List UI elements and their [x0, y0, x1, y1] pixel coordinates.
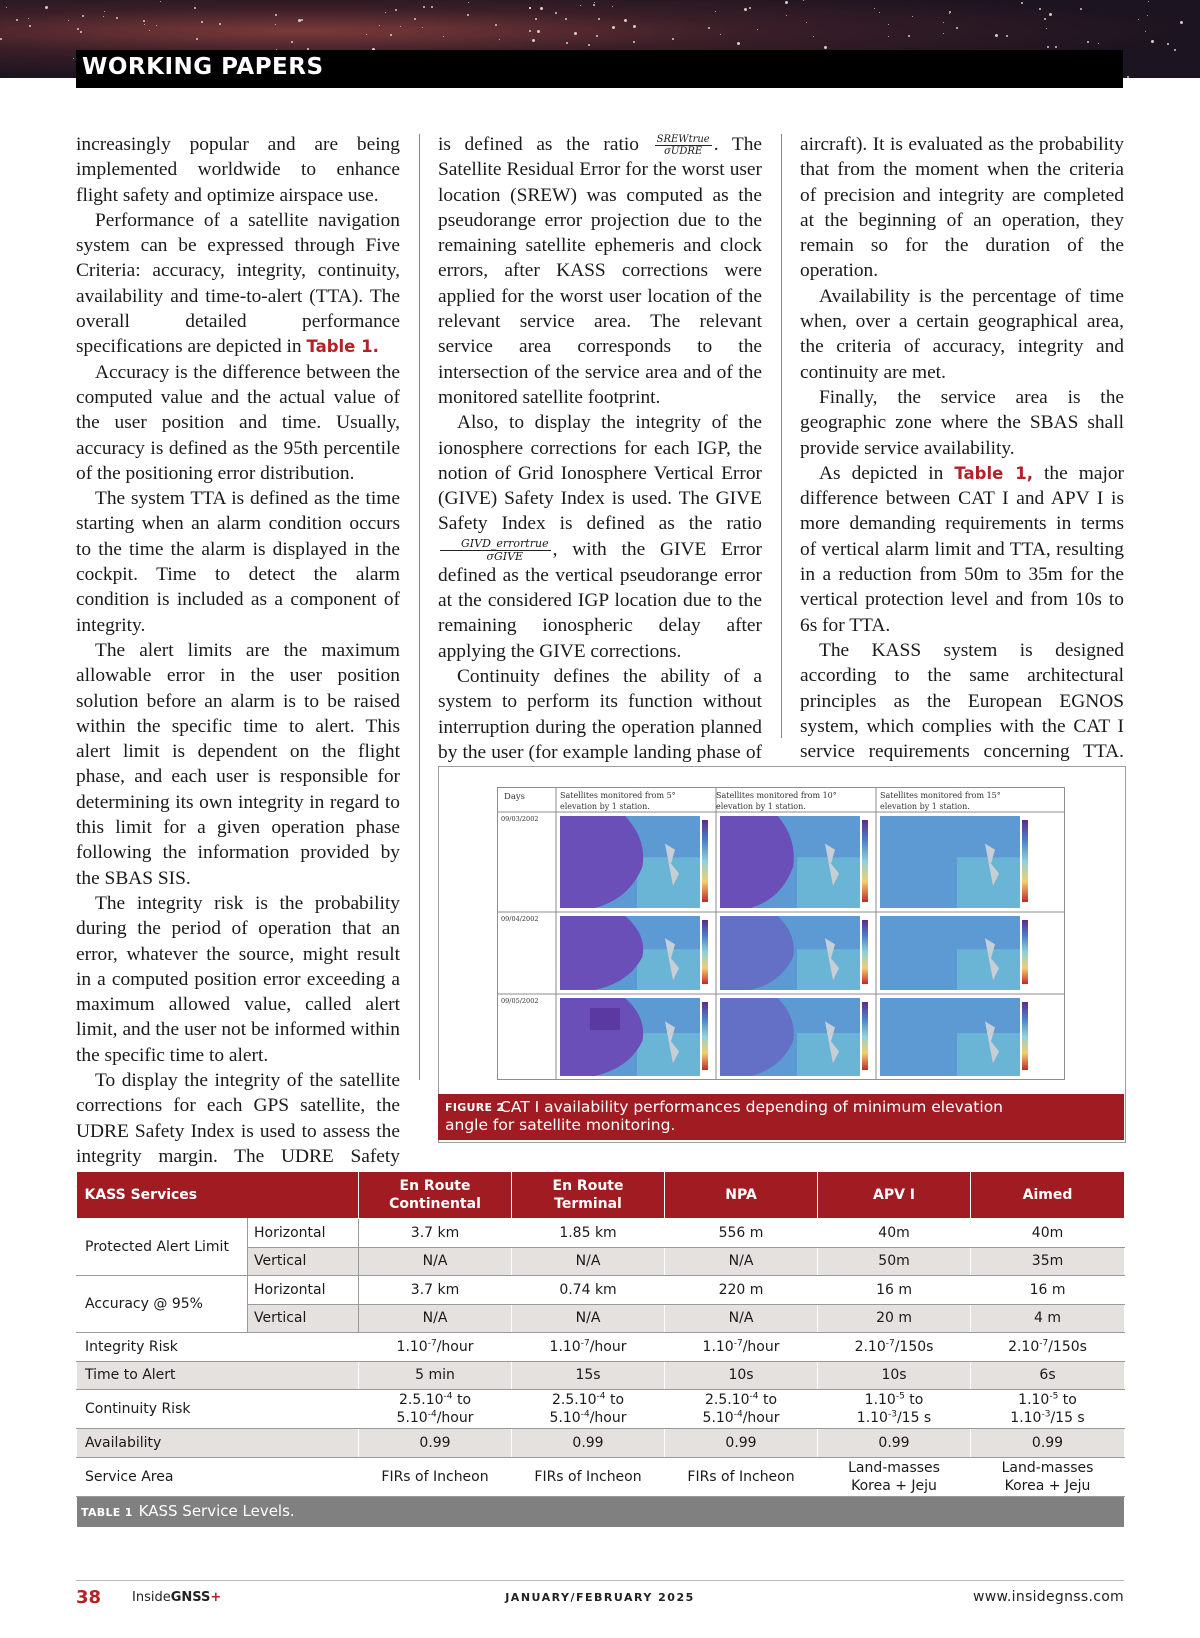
- availability-map: [720, 916, 868, 990]
- table-cell: 10s: [665, 1361, 818, 1390]
- paragraph: aircraft). It is evaluated as the probability that from the moment when the criteria of precision and integrity are completed at the beginning of an operation, they remain so for the duration of the operation.: [800, 134, 1124, 282]
- section-header: [76, 50, 1123, 88]
- table-cell: 0.99: [359, 1429, 512, 1458]
- star-dot: [786, 15, 787, 16]
- star-dot: [1021, 2, 1023, 4]
- column-divider: [781, 134, 782, 738]
- table-cell: $2.5.10^{-4}$ to $5.10^{-4}$/hour: [359, 1390, 512, 1429]
- figure-caption: [438, 1094, 1124, 1140]
- table-cell: 3.7 km: [359, 1219, 512, 1248]
- column-header: En Route Terminal: [512, 1172, 665, 1219]
- star-dot: [612, 6, 613, 7]
- availability-map: [560, 998, 708, 1076]
- star-dot: [143, 20, 145, 22]
- paragraph: As depicted in Table 1, the major difference between CAT I and APV I is more demanding requirements in terms of vertical alarm limit and TTA, resulting in a reduction from 50m to 35m for the vertical protection level and from 10s to 6s for TTA.: [800, 462, 1124, 636]
- star-dot: [593, 4, 595, 6]
- star-dot: [104, 11, 105, 12]
- paragraph: The alert limits are the maximum allowable error in the user position solution before an alarm is to be raised within the specific time to alert. This alert limit is dependent on the flight phase, and each user is responsible for determining its own integrity in regard to this limit for a given operation phase following the information provided by the SBAS SIS.: [76, 639, 400, 889]
- row-sub-label: Horizontal: [248, 1219, 359, 1248]
- table-header-row: [77, 1172, 1125, 1219]
- star-dot: [672, 38, 674, 40]
- page-number: 38: [76, 1587, 102, 1608]
- star-dot: [291, 41, 293, 43]
- paragraph: To display the integrity of the satellite corrections for each GPS satellite, the UDRE Safety Index is used to assess the integrity margin. The UDRE Safety: [76, 1069, 400, 1167]
- star-dot: [908, 35, 910, 37]
- star-dot: [715, 11, 716, 12]
- star-dot: [912, 16, 913, 17]
- star-dot: [366, 34, 367, 35]
- table-row: [77, 1457, 1125, 1496]
- star-dot: [77, 28, 79, 30]
- paragraph: Availability is the percentage of time when, over a certain geographical area, the criteria of accuracy, integrity and continuity are met.: [800, 285, 1124, 383]
- star-dot: [431, 6, 433, 8]
- table-cell: $2.10^{-7}/150s$: [971, 1333, 1125, 1362]
- star-dot: [1006, 35, 1008, 37]
- website-link[interactable]: www.insidegnss.com: [972, 1589, 1124, 1605]
- table-caption: [77, 1496, 1125, 1527]
- text-column-2: [438, 132, 762, 790]
- table-cell: $1.10^{-7}$/hour: [512, 1333, 665, 1362]
- table-cell: 5 min: [359, 1361, 512, 1390]
- table-cell: 35m: [971, 1247, 1125, 1276]
- star-dot: [194, 7, 196, 9]
- table-label: TABLE 1: [81, 1505, 133, 1519]
- row-sub-label: Vertical: [248, 1304, 359, 1333]
- star-dot: [565, 18, 567, 20]
- star-dot: [395, 9, 397, 11]
- star-dot: [1148, 1, 1149, 2]
- star-dot: [529, 7, 531, 9]
- star-dot: [1147, 15, 1148, 16]
- table-caption-row: [77, 1496, 1125, 1527]
- star-dot: [201, 21, 203, 23]
- table-cell: $2.5.10^{-4}$ to $5.10^{-4}$/hour: [512, 1390, 665, 1429]
- row-date-3: 09/05/2002: [501, 997, 539, 1005]
- star-dot: [574, 32, 577, 35]
- star-dot: [757, 29, 758, 30]
- star-dot: [400, 26, 401, 27]
- row-sub-label: Horizontal: [248, 1276, 359, 1305]
- paragraph: increasingly popular and are being implemented worldwide to enhance flight safety and optimize airspace use.: [76, 134, 400, 206]
- star-dot: [149, 30, 150, 31]
- star-dot: [467, 14, 469, 16]
- star-dot: [596, 35, 598, 37]
- table-cell: 3.7 km: [359, 1276, 512, 1305]
- table-cell: Land-masses Korea + Jeju: [971, 1457, 1125, 1496]
- star-dot: [537, 30, 540, 33]
- row-label: Time to Alert: [77, 1361, 359, 1390]
- star-dot: [414, 18, 416, 20]
- star-dot: [160, 1, 161, 2]
- star-dot: [633, 25, 636, 28]
- table-cell: 6s: [971, 1361, 1125, 1390]
- table-cell: $1.10^{-5}$ to $1.10^{-3}/15$ s: [818, 1390, 971, 1429]
- table-cell: N/A: [359, 1247, 512, 1276]
- star-dot: [0, 38, 2, 40]
- table-cell: FIRs of Incheon: [512, 1457, 665, 1496]
- table-cell: $2.5.10^{-4}$ to $5.10^{-4}$/hour: [665, 1390, 818, 1429]
- table-cell: N/A: [665, 1247, 818, 1276]
- star-dot: [943, 33, 944, 34]
- table-cell: 0.99: [665, 1429, 818, 1458]
- star-dot: [29, 25, 31, 27]
- star-dot: [1151, 40, 1154, 43]
- star-dot: [1039, 8, 1041, 10]
- table-cell: Land-masses Korea + Jeju: [818, 1457, 971, 1496]
- table-cell: $1.10^{-7}$/hour: [665, 1333, 818, 1362]
- table-cell: 50m: [818, 1247, 971, 1276]
- column-header: NPA: [665, 1172, 818, 1219]
- column-header-15deg: Satellites monitored from 15° elevation by 1 station.: [880, 791, 1001, 811]
- days-header: Days: [504, 792, 526, 802]
- row-group-label: Protected Alert Limit: [77, 1219, 248, 1276]
- star-dot: [1049, 13, 1052, 16]
- star-dot: [824, 46, 827, 49]
- star-dot: [390, 34, 392, 36]
- table-cell: $1.10^{-7}$/hour: [359, 1333, 512, 1362]
- figure-2: [438, 766, 1126, 1143]
- star-dot: [45, 6, 48, 9]
- star-dot: [888, 36, 889, 37]
- availability-map: [720, 998, 868, 1076]
- publication-logo: InsideGNSS+: [132, 1590, 222, 1605]
- star-dot: [443, 36, 444, 37]
- table-cell: 40m: [971, 1219, 1125, 1248]
- star-dot: [499, 39, 500, 40]
- star-dot: [1167, 43, 1169, 45]
- give-ratio-formula: $\frac{\text{GIVD\_errortrue}}{\text{σGIVE}}$: [440, 538, 551, 563]
- table-cell: 16 m: [971, 1276, 1125, 1305]
- paragraph: The KASS system is designed according to the same architectural principles as the European EGNOS system, which complies with the CAT I service requirements concerning TTA.: [800, 639, 1124, 763]
- star-dot: [624, 19, 627, 22]
- availability-map: [720, 816, 868, 908]
- table-cell: 0.99: [818, 1429, 971, 1458]
- paragraph: Finally, the service area is the geographic zone where the SBAS shall provide service availability.: [800, 386, 1124, 459]
- column-header: APV I: [818, 1172, 971, 1219]
- star-dot: [598, 18, 600, 20]
- star-dot: [813, 36, 814, 37]
- star-dot: [540, 7, 543, 10]
- table-cell: 16 m: [818, 1276, 971, 1305]
- star-dot: [1174, 49, 1176, 51]
- table-row: [77, 1361, 1125, 1390]
- star-dot: [1046, 28, 1047, 29]
- table-row: [77, 1219, 1125, 1248]
- column-divider: [419, 134, 420, 1080]
- star-dot: [535, 18, 537, 20]
- star-dot: [16, 19, 18, 21]
- table-cell: 10s: [818, 1361, 971, 1390]
- table-cell: N/A: [359, 1304, 512, 1333]
- table-cell: N/A: [665, 1304, 818, 1333]
- table-row: [77, 1276, 1125, 1305]
- star-dot: [956, 27, 958, 29]
- star-dot: [1044, 18, 1046, 20]
- star-dot: [144, 24, 145, 25]
- paragraph: The integrity risk is the probability during the period of operation that an error, whatever the source, might result in a computed position error exceeding a maximum allowed value, called alert limit, and the user not be informed within the specific time to alert.: [76, 892, 400, 1066]
- column-header-10deg: Satellites monitored from 10° elevation by 1 station.: [716, 791, 837, 811]
- table-cell: 556 m: [665, 1219, 818, 1248]
- table-cell: FIRs of Incheon: [359, 1457, 512, 1496]
- star-dot: [708, 27, 710, 29]
- table-cell: 1.85 km: [512, 1219, 665, 1248]
- star-dot: [379, 25, 380, 26]
- star-dot: [1127, 76, 1129, 78]
- star-dot: [275, 24, 276, 25]
- table-cell: 15s: [512, 1361, 665, 1390]
- star-dot: [103, 16, 104, 17]
- paragraph: Continuity defines the ability of a system to perform its function without interruption during the operation planned by the user (for example landing phase of: [438, 665, 762, 763]
- table-cell: 0.99: [971, 1429, 1125, 1458]
- star-dot: [73, 58, 74, 59]
- star-dot: [219, 23, 221, 25]
- star-dot: [1047, 46, 1049, 48]
- table-row: [77, 1333, 1125, 1362]
- star-dot: [803, 0, 804, 1]
- star-dot: [612, 26, 615, 29]
- table-reference-link[interactable]: Table 1,: [954, 463, 1034, 483]
- column-header: Aimed: [971, 1172, 1125, 1219]
- figure-caption-text: CAT I availability performances depending of minimum elevation angle for satellite monitoring.: [445, 1098, 1004, 1134]
- paragraph: Accuracy is the difference between the computed value and the actual value of the user position and time. Usually, accuracy is defined as the 95th percentile of the positioning error distribution.: [76, 361, 400, 484]
- table-cell: 4 m: [971, 1304, 1125, 1333]
- table-cell: 20 m: [818, 1304, 971, 1333]
- kass-service-levels-table: [76, 1172, 1125, 1527]
- row-group-label: Accuracy @ 95%: [77, 1276, 248, 1333]
- star-dot: [943, 22, 944, 23]
- footer-rule: [76, 1580, 1124, 1581]
- star-dot: [1145, 31, 1146, 32]
- availability-maps: [498, 788, 1064, 1079]
- star-dot: [68, 20, 69, 21]
- row-label: Service Area: [77, 1457, 359, 1496]
- star-dot: [806, 22, 807, 23]
- star-dot: [196, 38, 198, 40]
- table-row: [77, 1429, 1125, 1458]
- star-dot: [1087, 41, 1089, 43]
- star-dot: [28, 18, 29, 19]
- star-dot: [995, 34, 998, 37]
- star-dot: [1180, 21, 1183, 24]
- table-cell: 220 m: [665, 1276, 818, 1305]
- star-dot: [874, 8, 875, 9]
- row-date-2: 09/04/2002: [501, 915, 539, 923]
- row-sub-label: Vertical: [248, 1247, 359, 1276]
- section-title: WORKING PAPERS: [82, 54, 324, 80]
- star-dot: [156, 25, 157, 26]
- row-label: Continuity Risk: [77, 1390, 359, 1429]
- text-column-3: [800, 132, 1124, 790]
- availability-map: [880, 998, 1028, 1076]
- issue-date: JANUARY/FEBRUARY 2025: [505, 1591, 695, 1604]
- star-dot: [785, 1, 788, 4]
- star-dot: [588, 44, 590, 46]
- availability-map: [880, 816, 1028, 908]
- table-cell: $1.10^{-5}$ to $1.10^{-3}/15$ s: [971, 1390, 1125, 1429]
- star-dot: [566, 42, 568, 44]
- row-label: Availability: [77, 1429, 359, 1458]
- table-cell: 0.99: [512, 1429, 665, 1458]
- table-cell: $2.10^{-7}/150s$: [818, 1333, 971, 1362]
- column-header: KASS Services: [77, 1172, 359, 1219]
- star-dot: [423, 6, 425, 8]
- star-dot: [1055, 46, 1057, 48]
- table-cell: 40m: [818, 1219, 971, 1248]
- paragraph: is defined as the ratio $\frac{\text{SREWtrue}}{\text{σUDRE}}$ . The Satellite Residual Error for the worst user location (SREW) was computed as the pseudorange error projection due to the remaining satellite ephemeris and clock errors, after KASS corrections were applied for the worst user location of the relevant service area. The relevant service area corresponds to the intersection of the service area and of the monitored satellite footprint.: [438, 134, 763, 408]
- availability-map-grid: [497, 787, 1065, 1080]
- star-dot: [275, 14, 277, 16]
- star-dot: [468, 2, 469, 3]
- table-cell: FIRs of Incheon: [665, 1457, 818, 1496]
- column-header: En Route Continental: [359, 1172, 512, 1219]
- row-label: Integrity Risk: [77, 1333, 359, 1362]
- star-dot: [1098, 43, 1099, 44]
- star-dot: [555, 12, 557, 14]
- star-dot: [301, 19, 303, 21]
- star-dot: [116, 17, 118, 19]
- star-dot: [633, 41, 635, 43]
- star-dot: [422, 27, 423, 28]
- star-dot: [532, 39, 535, 42]
- table-cell: 0.74 km: [512, 1276, 665, 1305]
- availability-map: [880, 916, 1028, 990]
- star-dot: [1080, 8, 1082, 10]
- star-dot: [879, 12, 880, 13]
- paragraph: Also, to display the integrity of the ionosphere corrections for each IGP, the notion of Grid Ionosphere Vertical Error (GIVE) Safety Index is used. The GIVE Safety Index is defined as the ratio $\frac{\text{GIVD\_errortrue}}{\text{σGIVE}}$ , with the GIVE Error defined as the vertical pseudorange error at the considered IGP location due to the remaining ionospheric delay after applying the GIVE corrections.: [438, 412, 762, 662]
- row-date-1: 09/03/2002: [501, 815, 539, 823]
- star-dot: [80, 31, 82, 33]
- availability-map: [560, 816, 708, 908]
- paragraph: The system TTA is defined as the time starting when an alarm condition occurs to the time the alarm is displayed in the cockpit. Time to detect the alarm condition is included as a component of integrity.: [76, 488, 400, 636]
- star-dot: [6, 7, 7, 8]
- star-dot: [529, 30, 531, 32]
- star-dot: [737, 42, 740, 45]
- availability-map: [560, 916, 708, 990]
- star-dot: [495, 24, 497, 26]
- srew-ratio-formula: $\frac{\text{SREWtrue}}{\text{σUDRE}}$: [656, 134, 710, 158]
- table-reference-link[interactable]: Table 1.: [306, 337, 379, 357]
- text-column-1: [76, 132, 400, 1194]
- column-header-5deg: Satellites monitored from 5° elevation by 1 station.: [560, 791, 676, 811]
- star-dot: [744, 8, 747, 11]
- table-cell: N/A: [512, 1304, 665, 1333]
- table-row: [77, 1390, 1125, 1429]
- table-caption-text: KASS Service Levels.: [138, 1501, 295, 1520]
- star-dot: [749, 7, 751, 9]
- table-cell: N/A: [512, 1247, 665, 1276]
- star-dot: [720, 34, 721, 35]
- star-dot: [82, 15, 84, 17]
- star-dot: [949, 13, 950, 14]
- figure-label: FIGURE 2: [445, 1101, 505, 1114]
- star-dot: [888, 24, 889, 25]
- star-dot: [385, 12, 386, 13]
- star-dot: [1138, 19, 1139, 20]
- star-dot: [580, 5, 581, 6]
- paragraph: Performance of a satellite navigation system can be expressed through Five Criteria: accuracy, integrity, continuity, availability and time-to-alert (TTA). The overall detailed performance specifications are depicted in Table 1.: [76, 209, 400, 358]
